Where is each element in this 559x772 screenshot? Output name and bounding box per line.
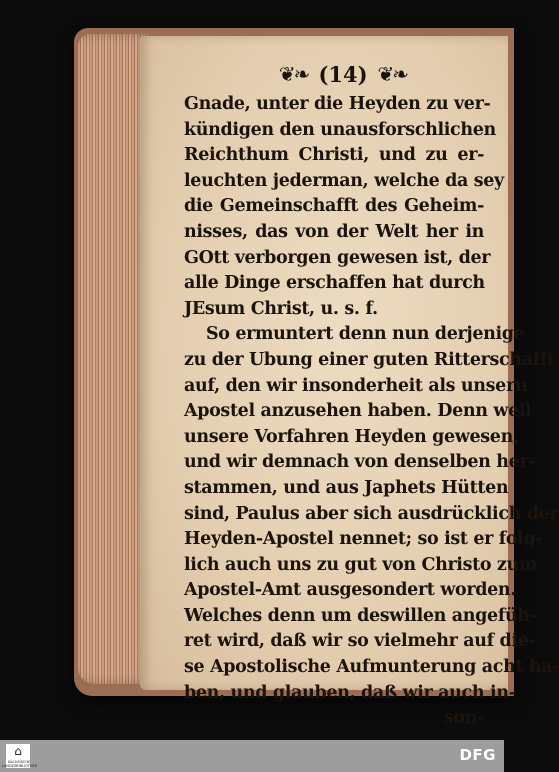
text-line: JEsum Christ, u. s. f. xyxy=(184,298,378,319)
text-line: kündigen den unausforschlichen xyxy=(184,119,496,140)
text-line: leuchten jederman, welche da sey xyxy=(184,170,504,191)
text-line: stammen, und aus Japhets Hütten xyxy=(184,477,509,498)
catchword: son- xyxy=(443,708,484,729)
text-line: Reichthum Christi, und zu er- xyxy=(184,145,484,166)
ornament-left-icon: ❦❧ xyxy=(278,62,309,86)
text-line: Apostel anzusehen haben. Denn weil xyxy=(184,401,532,422)
dfg-logo[interactable]: DFG xyxy=(459,746,496,764)
page-text xyxy=(184,92,559,732)
text-line: Apostel-Amt ausgesondert worden. xyxy=(184,580,516,601)
page-header xyxy=(278,60,408,88)
text-line: se Apostolische Aufmunterung acht ha- xyxy=(184,657,559,678)
library-logo-text: SÄCHSISCHE LANDESBIBLIOTHEK xyxy=(2,760,38,768)
text-line: und wir demnach von denselben her- xyxy=(184,452,536,473)
text-line: Heyden-Apostel nennet; so ist er folg- xyxy=(184,529,543,550)
text-line: ben, und glauben, daß wir auch in- xyxy=(184,682,516,703)
ornament-right-icon: ❦❧ xyxy=(377,62,408,86)
library-icon: ⌂ xyxy=(14,744,22,758)
text-line: nisses, das von der Welt her in xyxy=(184,221,484,242)
text-line: auf, den wir insonderheit als unsern xyxy=(184,375,528,396)
text-line: ret wird, daß wir so vielmehr auf die- xyxy=(184,631,536,652)
text-line: Gnade, unter die Heyden zu ver- xyxy=(184,94,491,114)
page-number: (14) xyxy=(318,61,368,87)
text-line: lich auch uns zu gut von Christo zum xyxy=(184,554,538,575)
text-line: Welches denn um deswillen angefüh- xyxy=(184,605,537,626)
text-line: GOtt verborgen gewesen ist, der xyxy=(184,247,491,268)
text-line: zu der Ubung einer guten Ritterschafft xyxy=(184,349,555,370)
viewer-footer xyxy=(0,740,504,772)
text-line: sind, Paulus aber sich ausdrücklich der xyxy=(184,503,559,524)
text-line: So ermuntert denn nun derjenige xyxy=(206,324,525,345)
text-line: unsere Vorfahren Heyden gewesen, xyxy=(184,426,519,447)
text-line: alle Dinge erschaffen hat durch xyxy=(184,273,485,294)
text-line: die Gemeinschafft des Geheim- xyxy=(184,196,484,217)
